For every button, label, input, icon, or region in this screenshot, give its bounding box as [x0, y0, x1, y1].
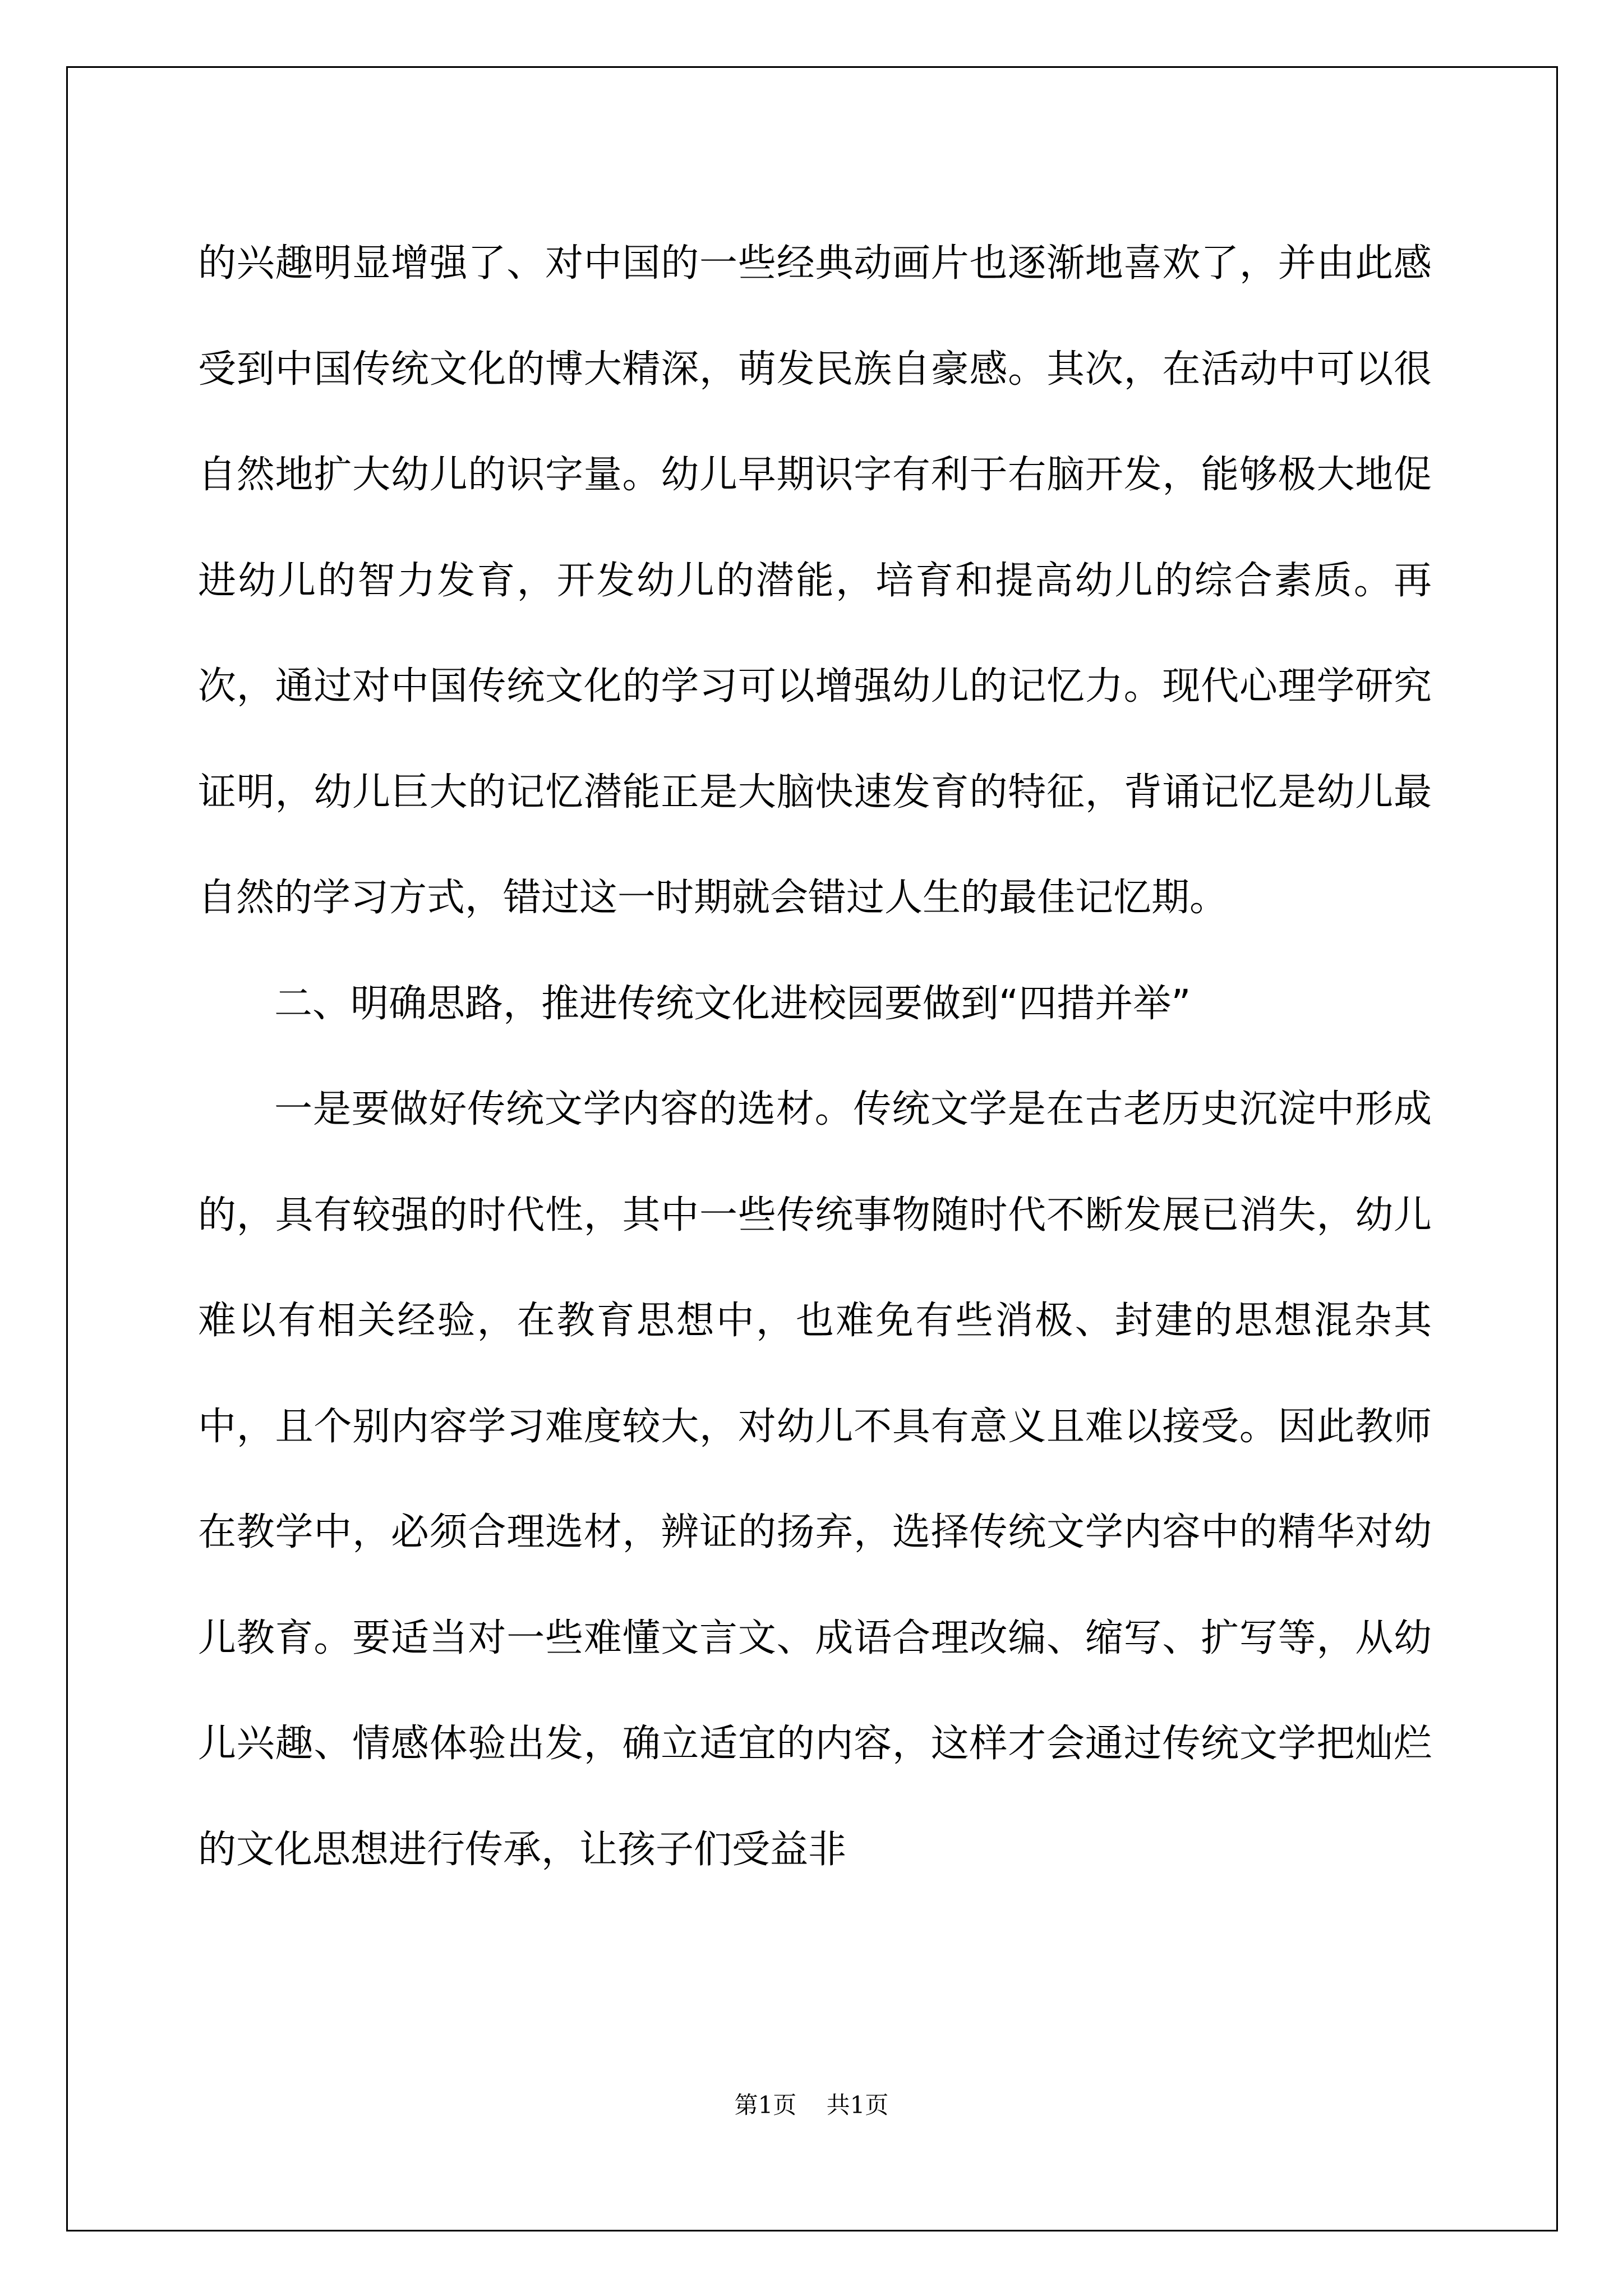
document-body — [198, 211, 1432, 1903]
page-total: 共1页 — [826, 2091, 889, 2119]
page-footer — [0, 2087, 1623, 2120]
page-number: 第1页 — [734, 2091, 797, 2119]
paragraph-1: 的兴趣明显增强了、对中国的一些经典动画片也逐渐地喜欢了，并由此感受到中国传统文化的博大精深，萌发民族自豪感。其次，在活动中可以很自然地扩大幼儿的识字量。幼儿早期识字有利于右脑开发，能够极大地促进幼儿的智力发育，开发幼儿的潜能，培育和提高幼儿的综合素质。再次，通过对中国传统文化的学习可以增强幼儿的记忆力。现代心理学研究证明，幼儿巨大的记忆潜能正是大脑快速发育的特征，背诵记忆是幼儿最自然的学习方式，错过这一时期就会错过人生的最佳记忆期。 — [198, 241, 1432, 920]
paragraph-3: 一是要做好传统文学内容的选材。传统文学是在古老历史沉淀中形成的，具有较强的时代性，其中一些传统事物随时代不断发展已消失，幼儿难以有相关经验，在教育思想中，也难免有些消极、封建的思想混杂其中，且个别内容学习难度较大，对幼儿不具有意义且难以接受。因此教师在教学中，必须合理选材，辨证的扬弃，选择传统文学内容中的精华对幼儿教育。要适当对一些难懂文言文、成语合理改编、缩写、扩写等，从幼儿兴趣、情感体验出发，确立适宜的内容，这样才会通过传统文学把灿烂的文化思想进行传承，让孩子们受益非 — [198, 1087, 1432, 1872]
section-heading: 二、明确思路，推进传统文化进校园要做到“四措并举” — [274, 981, 1191, 1026]
